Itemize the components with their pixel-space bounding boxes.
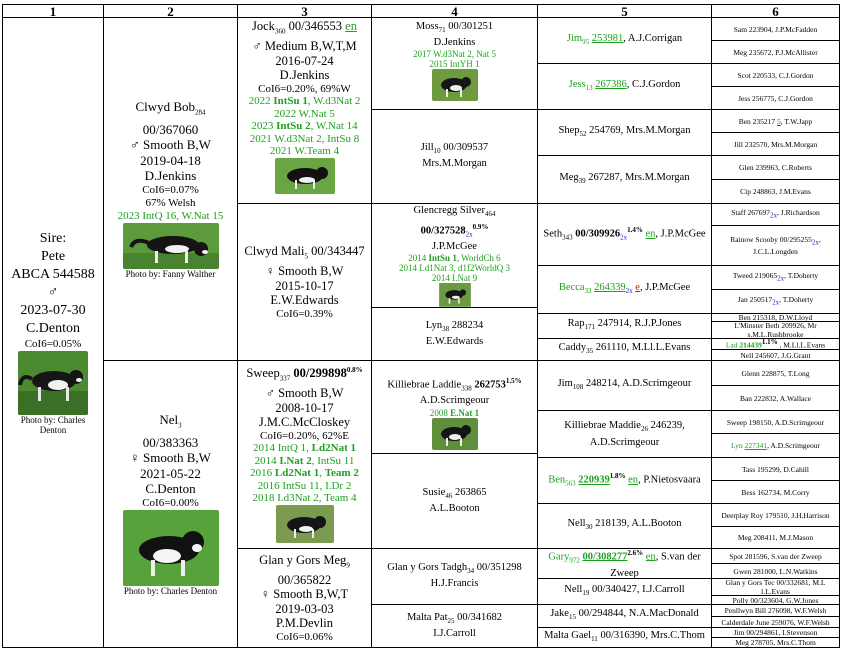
jim108-cell xyxy=(538,361,712,411)
meg-owner: P.M.Devlin xyxy=(276,616,333,631)
gen6-row-5: Ben 235217 5, T.W.Japp xyxy=(712,110,840,133)
moss-trial-2: 2015 IntYH 1 xyxy=(429,59,480,70)
meg-sex: ♀ Smooth B,W,T xyxy=(260,587,349,602)
column-2 xyxy=(104,4,238,648)
moss-trial-1: 2017 W.d3Nat 2, Nat 5 xyxy=(413,49,496,60)
caddy-entry: Caddy$_{35}$ 261110, M.Ll.L.Evans xyxy=(558,341,691,356)
jess13-cell xyxy=(538,64,712,110)
caddy-cell xyxy=(538,339,712,361)
meg-name: Glan y Gors Meg$_9$ xyxy=(259,552,350,570)
gen6-row-23: Deerplay Roy 179510, J.H.Harrison xyxy=(712,504,840,527)
gen6-row-28: Polly 00/323604, G.W.Jones xyxy=(712,596,840,605)
gen6-row-32: Meg 278705, Mrs.C.Thom xyxy=(712,638,840,648)
moss-name: Moss$_{71}$ 00/301251 xyxy=(415,21,494,35)
bob-welsh: 67% Welsh xyxy=(145,196,196,209)
meg-coi: CoI6=0.06% xyxy=(276,630,333,643)
glencregg-trial-2: 2014 Ld1Nat 3, d1f2WorldQ 3 xyxy=(398,263,510,274)
killiebrae-owner: A.D.Scrimgeour xyxy=(419,395,490,407)
bob-trial: 2023 IntQ 16, W.Nat 15 xyxy=(117,209,224,222)
nell19-entry: Nell$_{19}$ 00/340427, I.J.Carroll xyxy=(564,583,685,598)
gen6-row-1: Sam 223904, J.P.McFadden xyxy=(712,18,840,41)
mali-coi: CoI6=0.39% xyxy=(276,307,333,320)
glencregg-owner: J.P.McGee xyxy=(432,240,477,252)
killiebrae-trial-1: 2008 E.Nat 1 xyxy=(429,407,480,418)
jock-dob: 2016-07-24 xyxy=(275,53,334,68)
moss-photo xyxy=(432,69,478,101)
gen6-row-25: Spot 281596, S.van der Zweep xyxy=(712,549,840,564)
rap-entry: Rap$_{171}$ 247914, R.J.P.Jones xyxy=(567,318,682,332)
nell30-cell xyxy=(538,504,712,549)
nel-coi: CoI6=0.00% xyxy=(142,496,199,509)
sire-photo xyxy=(18,351,88,415)
nel-sex: ♀ Smooth B,W xyxy=(130,450,211,466)
column-3 xyxy=(238,4,372,648)
gen6-row-14: L'Minster Beth 209926, Mr s.M.L.Rushbrooke xyxy=(712,322,840,339)
jock-trial-5: 2021 W.Team 4 xyxy=(269,145,340,157)
glencregg-trial-1: 2014 IntSu 1, WorldCh 6 xyxy=(408,253,501,264)
malta-gael-entry: Malta Gael$_{11}$ 00/316390, Mrs.C.Thom xyxy=(544,629,705,644)
column-1 xyxy=(2,4,104,648)
gen6-row-24: Meg 208411, M.J.Mason xyxy=(712,527,840,549)
glencregg-reg: $00/327528_{2x}^{0.9\%}$ xyxy=(420,222,489,239)
malta-pat-owner: I.J.Carroll xyxy=(433,627,476,639)
killiebrae-photo xyxy=(432,418,478,450)
sweep-trial-2: 2014 I.Nat 2, IntSu 11 xyxy=(254,454,355,467)
shep52-cell xyxy=(538,110,712,156)
bob-photo-credit: Photo by: Fanny Walther xyxy=(125,268,216,279)
glencregg-photo xyxy=(435,283,475,307)
nel-cell xyxy=(104,361,238,648)
gen6-row-20: Lyn 227341, A.D.Scrimgeour xyxy=(712,434,840,458)
meg-reg: 00/365822 xyxy=(277,572,332,587)
jock-name: Jock$_{360}$ 00/346553 en xyxy=(252,19,357,36)
gen6-row-21: Tass 195299, D.Cahill xyxy=(712,458,840,481)
nel-photo xyxy=(123,510,219,586)
malta-pat-cell xyxy=(372,605,538,648)
jock-photo xyxy=(275,158,335,194)
mali-sex: ♀ Smooth B,W xyxy=(265,264,344,278)
gen6-row-12: Jan $250517_{2x}$, T.Doherty xyxy=(712,290,840,314)
gen6-row-15: Lad $214439^{1.1\%}$ , M.Ll.L.Evans xyxy=(712,339,840,350)
jock-trial-2: 2022 W.Nat 5 xyxy=(274,107,335,120)
jim95-entry: Jim$_{95}$ 253981, A.J.Corrigan xyxy=(566,32,683,47)
seth-cell xyxy=(538,204,712,266)
sire-name: Pete xyxy=(40,249,66,264)
gen6-row-9: Staff $267697_{2x}$, J.Richardson xyxy=(712,204,840,226)
nell19-cell xyxy=(538,579,712,605)
jock-sex: ♂ Medium B,W,T,M xyxy=(252,39,357,53)
gen6-row-30: Calderdale June 259076, W.F.Welsh xyxy=(712,617,840,628)
susie-owner: A.L.Booton xyxy=(429,502,480,514)
susie-cell xyxy=(372,454,538,549)
gen6-row-31: Jim 00/294861, I.Stevenson xyxy=(712,628,840,638)
header-6: 6 xyxy=(712,4,840,18)
glencregg-cell xyxy=(372,204,538,308)
jock-cell xyxy=(238,18,372,204)
shep52-entry: Shep$_{52}$ 254769, Mrs.M.Morgan xyxy=(558,124,691,139)
jill-name: Jill$_{10}$ 00/309537 xyxy=(420,142,489,156)
gary-owner-2: Zweep xyxy=(610,568,639,579)
header-4: 4 xyxy=(372,4,538,18)
tadgh-cell xyxy=(372,549,538,605)
rap-cell xyxy=(538,314,712,339)
jock-owner: D.Jenkins xyxy=(279,68,330,82)
gen6-row-22: Bess 162734, M.Corry xyxy=(712,481,840,504)
header-5: 5 xyxy=(538,4,712,18)
jill-cell xyxy=(372,110,538,204)
malta-gael-cell xyxy=(538,628,712,648)
bob-photo xyxy=(123,223,219,269)
bob-coi: CoI6=0.07% xyxy=(142,183,199,196)
gen6-row-7: Glen 239963, C.Roberts xyxy=(712,156,840,180)
sire-owner: C.Denton xyxy=(25,321,81,336)
mali-owner: E.W.Edwards xyxy=(270,293,339,307)
bob-name: Clwyd Bob$_{284}$ xyxy=(135,99,206,118)
glencregg-trial-3: 2014 I.Nat 9 xyxy=(431,273,478,284)
meg39-entry: Meg$_{39}$ 267287, Mrs.M.Morgan xyxy=(559,171,690,186)
sire-sex: ♂ xyxy=(47,285,59,300)
jim95-cell xyxy=(538,18,712,64)
moss-cell xyxy=(372,18,538,110)
sweep-trial-4: 2016 IntSu 11, I.Dr 2 xyxy=(257,479,352,492)
sweep-photo xyxy=(276,505,334,543)
glencregg-name: Glencregg Silver$_{464}$ xyxy=(413,205,496,219)
lyn-cell xyxy=(372,308,538,361)
sweep-trial-3: 2016 Ld2Nat 1, Team 2 xyxy=(250,467,359,480)
gen6-row-2: Meg 235672, P.J.McAllister xyxy=(712,41,840,64)
susie-name: Susie$_{46}$ 263865 xyxy=(422,486,487,501)
column-4 xyxy=(372,4,538,648)
sweep-sex: ♂ Smooth B,W xyxy=(265,386,344,401)
sire-reg: ABCA 544588 xyxy=(11,267,95,282)
jake-entry: Jake$_{15}$ 00/294844, N.A.MacDonald xyxy=(550,608,699,622)
seth-entry: Seth$_{343}$ $00/309926_{2x}^{1.4\%}$ en, J.P.McGee xyxy=(543,226,706,242)
mali-dob: 2015-10-17 xyxy=(275,278,334,293)
gary-entry: Gary$_{972}$ $00/308277^{2.6\%}$ en, S.van der xyxy=(548,549,701,565)
column-5 xyxy=(538,4,712,648)
bob-cell xyxy=(104,18,238,361)
lyn-name: Lyn$_{38}$ 288234 xyxy=(425,319,484,334)
nel-reg: 00/383363 xyxy=(142,434,199,450)
gen6-row-26: Gwen 281000, L.N.Watkins xyxy=(712,564,840,579)
bob-sex: ♂ Smooth B,W xyxy=(130,137,211,153)
sire-coi: CoI6=0.05% xyxy=(24,338,82,350)
jill-owner: Mrs.M.Morgan xyxy=(422,158,487,170)
moss-owner: D.Jenkins xyxy=(433,36,476,48)
bob-reg: 00/367060 xyxy=(142,121,199,137)
header-3: 3 xyxy=(238,4,372,18)
ben563-entry: Ben$_{563}$ $220939^{1.8\%}$ en, P.Nietosvaara xyxy=(548,472,701,488)
meg-cell xyxy=(238,549,372,648)
nel-owner: C.Denton xyxy=(145,481,196,497)
gen6-row-6: Jill 232570, Mrs.M.Morgan xyxy=(712,133,840,156)
jock-trial-1: 2022 IntSu 1, W.d3Nat 2 xyxy=(248,95,361,107)
header-2: 2 xyxy=(104,4,238,18)
gen6-row-16: Nell 245607, J.G.Grant xyxy=(712,350,840,361)
sweep-trial-5: 2018 I.d3Nat 2, Team 4 xyxy=(252,492,357,505)
mali-name: Clwyd Mali$_5$ 00/343447 xyxy=(244,244,365,261)
gen6-row-18: Ban 222832, A.Wallace xyxy=(712,386,840,411)
sweep-name: Sweep$_{337}$ $00/299898^{0.8\%}$ xyxy=(246,366,363,383)
becca-cell xyxy=(538,266,712,314)
jock-trial-3: 2023 IntSu 2, W.Nat 14 xyxy=(251,120,358,132)
gen6-row-17: Glenn 228875, T.Long xyxy=(712,361,840,386)
header-1: 1 xyxy=(2,4,104,18)
gen6-row-19: Sweep 198150, A.D.Scrimgeour xyxy=(712,411,840,434)
maddie-entry: Killiebrae Maddie$_{26}$ 246239, A.D.Scrimgeour xyxy=(564,419,685,449)
gen6-row-27: Glan y Gors Tec 00/332681, M.L l.L.Evans xyxy=(712,579,840,596)
nel-photo-credit: Photo by: Charles Denton xyxy=(123,585,218,596)
meg-dob: 2019-03-03 xyxy=(275,601,334,616)
becca-entry: Becca$_{33}$ $264339_{2x}$ e, J.P.McGee xyxy=(558,281,691,296)
maddie-cell xyxy=(538,411,712,458)
killiebrae-name: Killiebrae Laddie$_{338}$ $262753^{1.5\%}$ xyxy=(387,377,522,393)
lyn-owner: E.W.Edwards xyxy=(425,335,484,347)
sweep-trial-1: 2014 IntQ 1, Ld2Nat 1 xyxy=(253,442,356,455)
meg39-cell xyxy=(538,156,712,204)
mali-cell xyxy=(238,204,372,361)
malta-pat-name: Malta Pat$_{25}$ 00/341682 xyxy=(406,611,503,626)
tadgh-name: Glan y Gors Tadgh$_{34}$ 00/351298 xyxy=(387,562,522,576)
bob-owner: D.Jenkins xyxy=(144,168,197,184)
sire-dob: 2023-07-30 xyxy=(20,303,86,318)
gary-cell xyxy=(538,549,712,579)
nel-name: Nel$_3$ xyxy=(159,412,182,431)
sweep-coi: CoI6=0.20%, 62%E xyxy=(260,429,349,442)
tadgh-owner: H.J.Francis xyxy=(430,578,479,590)
killiebrae-cell xyxy=(372,361,538,454)
jock-coi: CoI6=0.20%, 69%W xyxy=(258,82,351,95)
jock-trial-4: 2021 W.d3Nat 2, IntSu 8 xyxy=(249,132,360,145)
gen6-row-11: Tweed $219065_{2x}$, T.Doherty xyxy=(712,266,840,290)
sweep-owner: J.M.C.McCloskey xyxy=(258,415,351,430)
column-6 xyxy=(712,4,840,648)
jim108-entry: Jim$_{108}$ 248214, A.D.Scrimgeour xyxy=(557,377,692,392)
sire-photo-credit: Photo by: Charles Denton xyxy=(20,415,86,435)
sire-cell xyxy=(2,18,104,648)
gen6-row-13: Ben 215318, D.W.Lloyd xyxy=(712,314,840,322)
gen6-row-10: Rainow Scooby $00/295255_{2x}$, J.C.L.Longden xyxy=(712,226,840,266)
jake-cell xyxy=(538,605,712,628)
ben563-cell xyxy=(538,458,712,504)
sweep-dob: 2008-10-17 xyxy=(275,400,334,415)
bob-dob: 2019-04-18 xyxy=(140,152,201,168)
gen6-row-29: Penllwyn Bill 276098, W.F.Welsh xyxy=(712,605,840,617)
sweep-cell xyxy=(238,361,372,549)
gen6-row-8: Cip 248863, J.M.Evans xyxy=(712,180,840,204)
nell30-entry: Nell$_{30}$ 218139, A.L.Booton xyxy=(567,518,682,532)
gen6-row-3: Scot 220533, C.J.Gordon xyxy=(712,64,840,87)
nel-dob: 2021-05-22 xyxy=(140,465,201,481)
sire-label: Sire: xyxy=(39,231,67,246)
gen6-row-4: Jess 256775, C.J.Gordon xyxy=(712,87,840,110)
jess13-entry: Jess$_{13}$ 267386, C.J.Gordon xyxy=(568,78,681,93)
